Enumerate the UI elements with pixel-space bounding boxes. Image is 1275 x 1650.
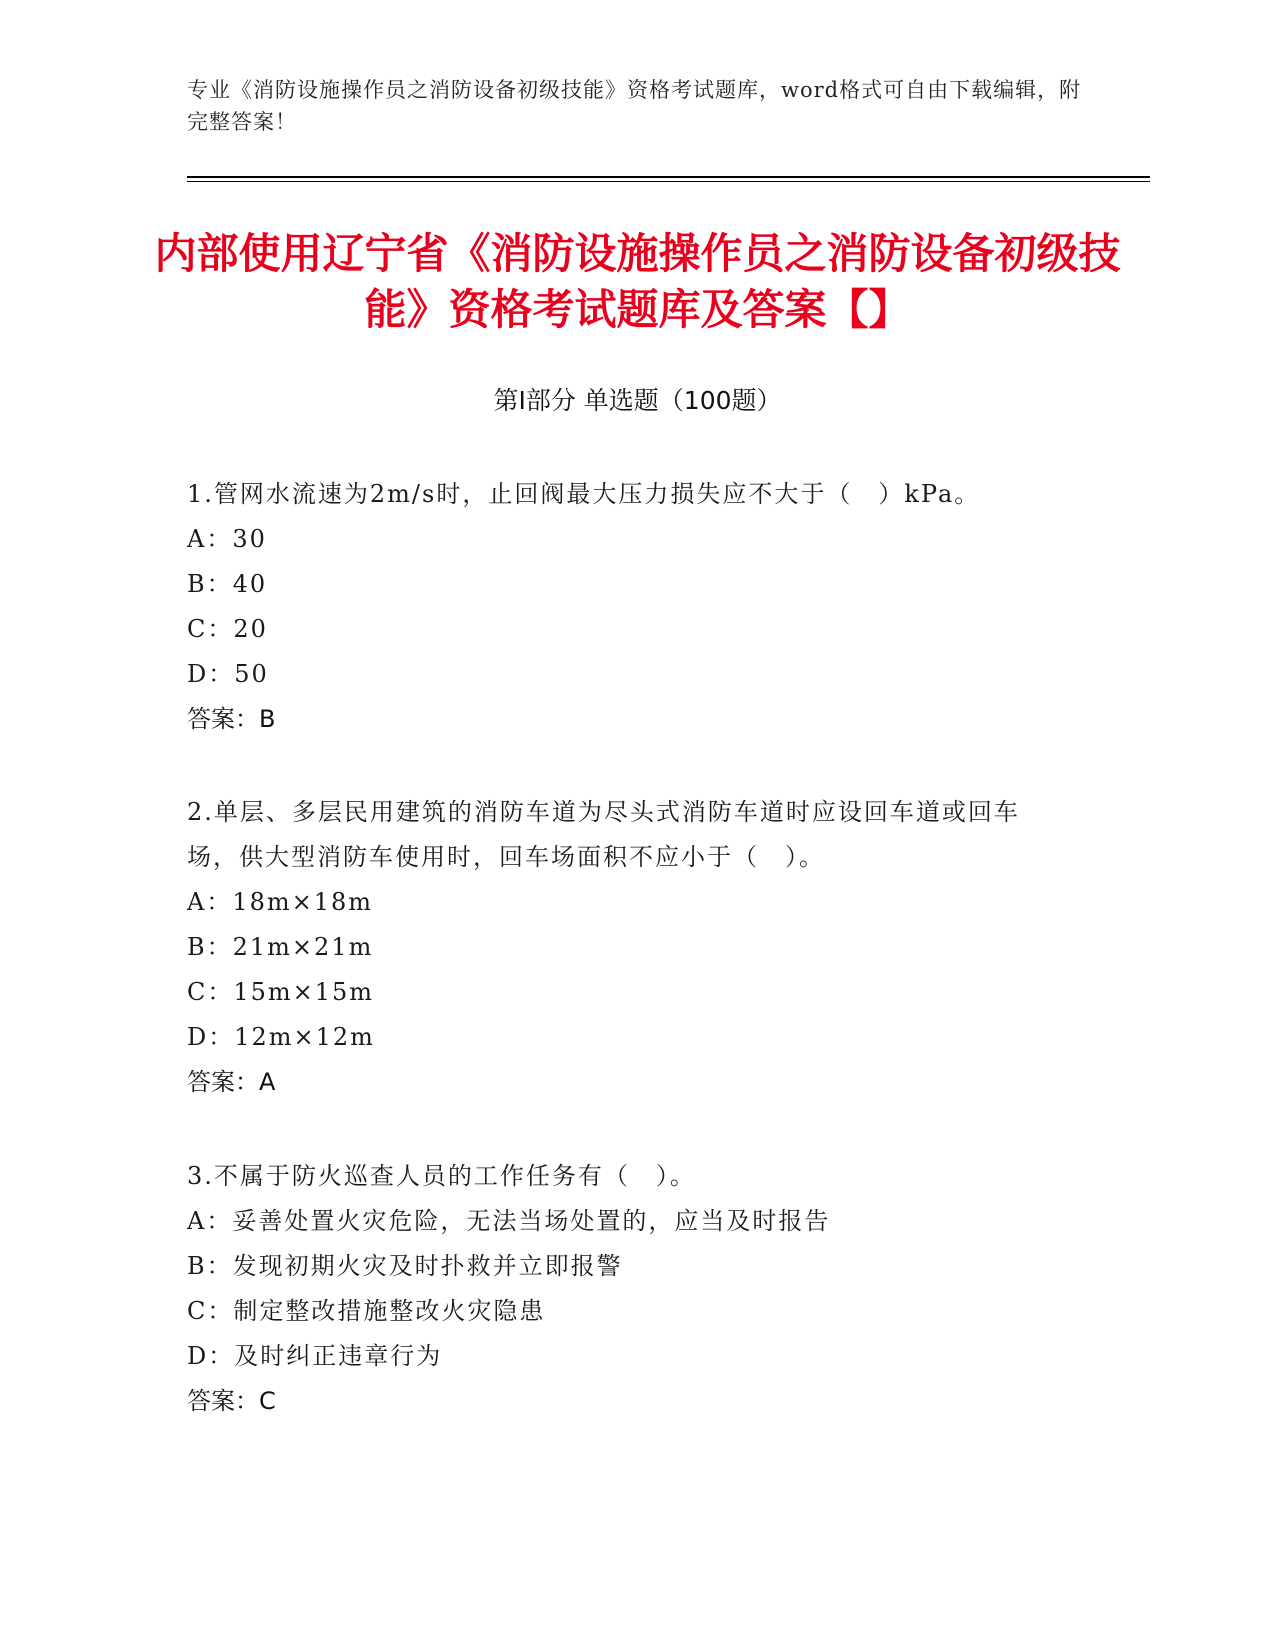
option-d: D：12m×12m <box>187 1023 375 1051</box>
option-c: C：15m×15m <box>187 978 375 1006</box>
option-d: D：50 <box>187 660 269 688</box>
option-a: A：30 <box>187 525 267 553</box>
section-title: 第Ⅰ部分 单选题（100题） <box>493 386 782 415</box>
option-a: A：妥善处置火灾危险，无法当场处置的，应当及时报告 <box>187 1207 831 1235</box>
answer-line: 答案：B <box>187 705 276 733</box>
header-note: 专业《消防设施操作员之消防设备初级技能》资格考试题库，word格式可自由下载编辑，附完整答案！ <box>187 78 1082 134</box>
question-stem: 1.管网水流速为2m/s时，止回阀最大压力损失应不大于（ ）kPa。 <box>187 480 981 508</box>
question-item <box>187 472 1067 742</box>
answer-line: 答案：C <box>187 1387 276 1415</box>
option-a: A：18m×18m <box>187 888 374 916</box>
question-stem: 3.不属于防火巡查人员的工作任务有（ ）。 <box>187 1162 696 1190</box>
option-d: D：及时纠正违章行为 <box>187 1342 443 1370</box>
option-b: B：发现初期火灾及时扑救并立即报警 <box>187 1252 623 1280</box>
option-b: B：21m×21m <box>187 933 374 961</box>
document-title: 内部使用辽宁省《消防设施操作员之消防设备初级技能》资格考试题库及答案【】 <box>154 229 1121 334</box>
header-divider-thin <box>187 181 1150 182</box>
question-item <box>187 1154 1067 1424</box>
option-c: C：20 <box>187 615 268 643</box>
option-b: B：40 <box>187 570 268 598</box>
header-divider-thick <box>187 176 1150 178</box>
option-c: C：制定整改措施整改火灾隐患 <box>187 1297 546 1325</box>
question-item <box>187 790 1067 1105</box>
answer-line: 答案：A <box>187 1068 276 1096</box>
question-stem: 2.单层、多层民用建筑的消防车道为尽头式消防车道时应设回车道或回车场，供大型消防车使用时，回车场面积不应小于（ ）。 <box>187 798 1020 871</box>
